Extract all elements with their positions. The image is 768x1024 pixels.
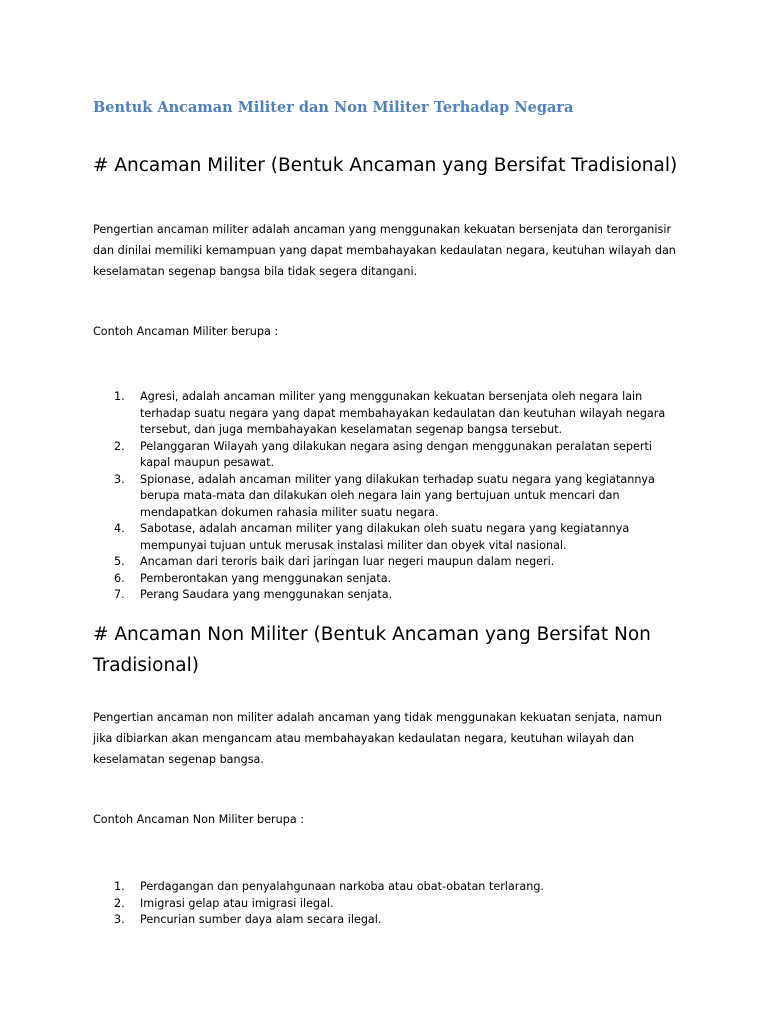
list-item-text: Perang Saudara yang menggunakan senjata. [140, 588, 393, 601]
list-item [114, 896, 684, 913]
list-item [114, 587, 684, 604]
list-item-text: Sabotase, adalah ancaman militer yang dilakukan oleh suatu negara yang kegiatannya mempunyai tujuan untuk merusak instalasi militer dan obyek vital nasional. [140, 522, 630, 552]
list-item-text: Agresi, adalah ancaman militer yang menggunakan kekuatan bersenjata oleh negara lain terhadap suatu negara yang dapat membahayakan kedaulatan dan keutuhan wilayah negara tersebut, dan juga membahayakan keselamatan segenap bangsa tersebut. [140, 390, 666, 436]
examples-label-non-militer: Contoh Ancaman Non Militer berupa : [93, 813, 304, 826]
examples-label-militer: Contoh Ancaman Militer berupa : [93, 325, 279, 338]
list-item [114, 521, 684, 554]
document-title: Bentuk Ancaman Militer dan Non Militer Terhadap Negara [93, 99, 574, 116]
list-item-text: Spionase, adalah ancaman militer yang dilakukan terhadap suatu negara yang kegiatannya berupa mata-mata dan dilakukan oleh negara lain yang bertujuan untuk mencari dan mendapatkan dokumen rahasia militer suatu negara. [140, 472, 655, 519]
list-item-text: Imigrasi gelap atau imigrasi ilegal. [140, 896, 334, 910]
section-heading-militer: # Ancaman Militer (Bentuk Ancaman yang Bersifat Tradisional) [93, 155, 678, 176]
list-item-number: 3. [114, 472, 125, 486]
list-item-number: 5. [114, 555, 125, 568]
list-item-number: 6. [114, 571, 125, 585]
list-item [114, 554, 684, 571]
list-item-text: Pelanggaran Wilayah yang dilakukan negara asing dengan menggunakan peralatan seperti kapal maupun pesawat. [140, 439, 653, 469]
examples-list-non-militer [114, 879, 684, 929]
list-item-number: 3. [114, 913, 125, 926]
list-item [114, 389, 684, 439]
list-item-number: 1. [114, 880, 125, 893]
section-paragraph-militer: Pengertian ancaman militer adalah ancaman yang menggunakan kekuatan bersenjata dan terorganisir dan dinilai memiliki kemampuan yang dapat membahayakan kedaulatan negara, keutuhan wilayah dan keselamatan segenap bangsa bila tidak segera ditangani. [93, 223, 676, 278]
list-item-number: 2. [114, 896, 125, 910]
section-paragraph-non-militer: Pengertian ancaman non militer adalah ancaman yang tidak menggunakan kekuatan senjata, namun jika dibiarkan akan mengancam atau membahayakan kedaulatan negara, keutuhan wilayah dan keselamatan segenap bangsa. [93, 711, 662, 766]
list-item [114, 879, 684, 896]
list-item [114, 571, 684, 588]
list-item [114, 912, 684, 929]
list-item-number: 4. [114, 522, 125, 535]
list-item-number: 7. [114, 588, 125, 601]
list-item-text: Perdagangan dan penyalahgunaan narkoba atau obat-obatan terlarang. [140, 880, 544, 893]
list-item [114, 439, 684, 472]
list-item-number: 2. [114, 439, 125, 453]
list-item-text: Pencurian sumber daya alam secara ilegal. [140, 913, 382, 926]
list-item [114, 472, 684, 522]
list-item-number: 1. [114, 390, 125, 403]
section-heading-non-militer: # Ancaman Non Militer (Bentuk Ancaman yang Bersifat Non Tradisional) [93, 624, 651, 676]
list-item-text: Ancaman dari teroris baik dari jaringan luar negeri maupun dalam negeri. [140, 555, 555, 568]
list-item-text: Pemberontakan yang menggunakan senjata. [140, 571, 392, 585]
examples-list-militer [114, 389, 684, 604]
